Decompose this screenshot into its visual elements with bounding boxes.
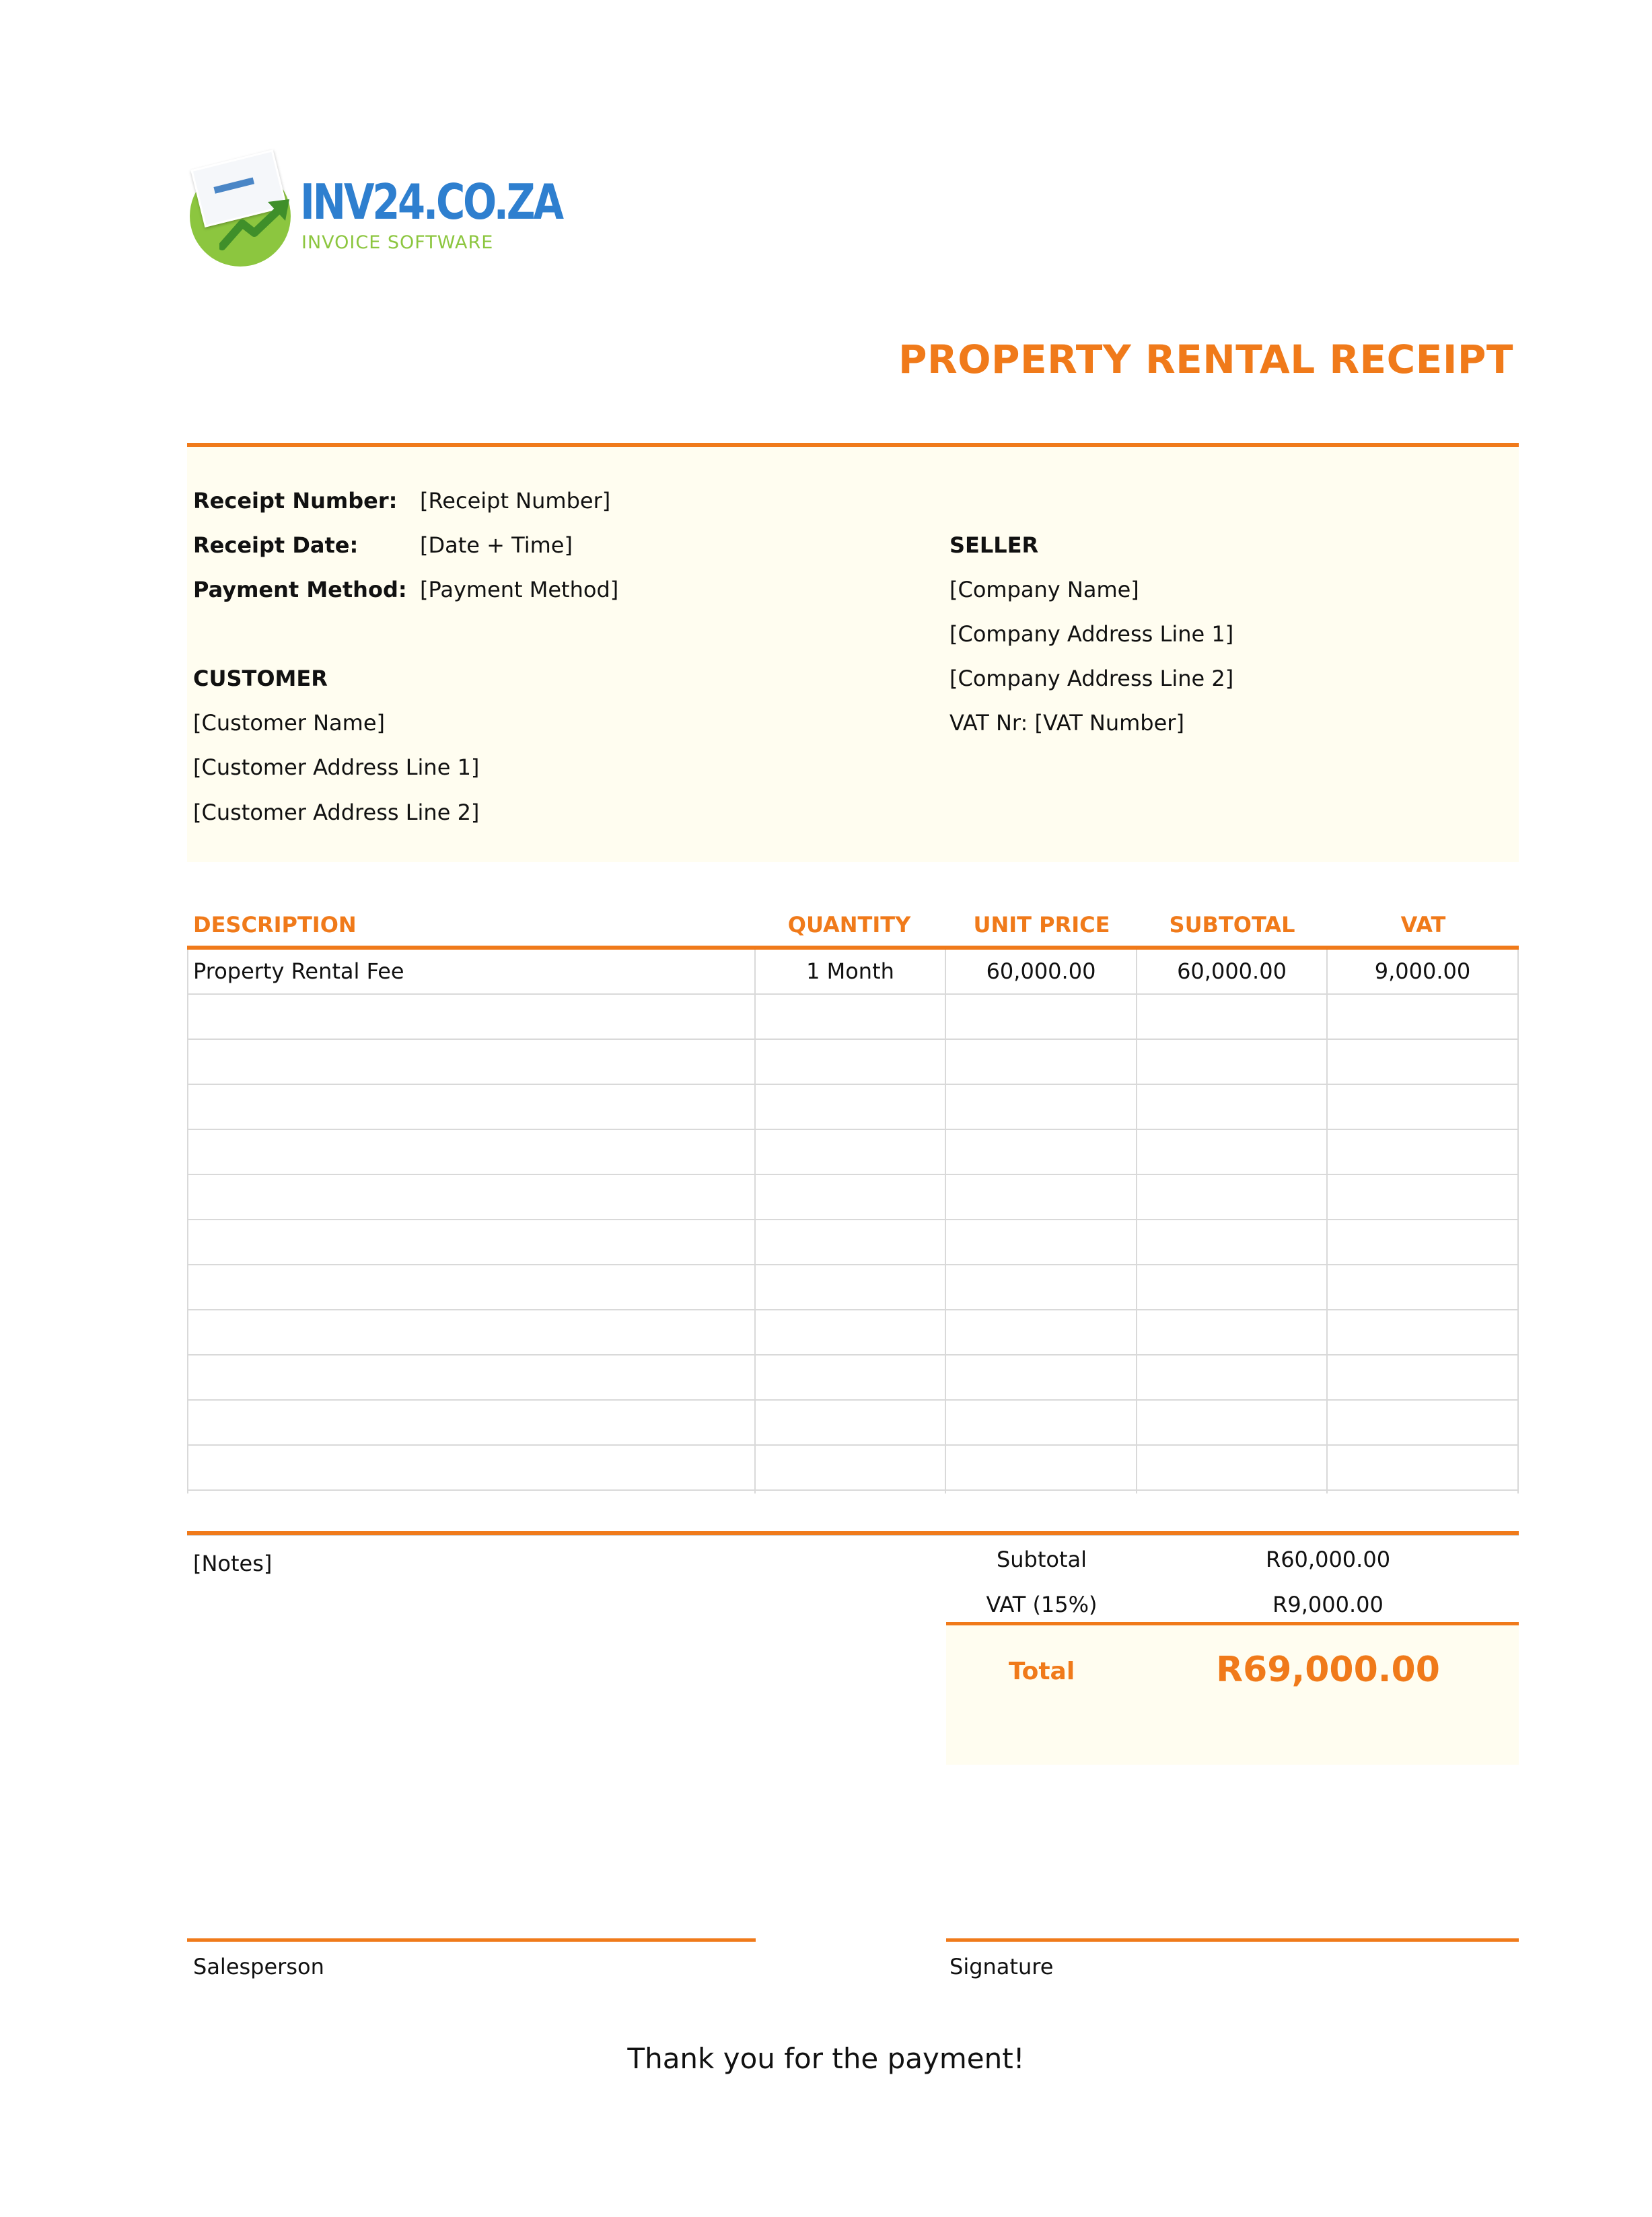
cell-unit-price	[946, 1491, 1136, 1536]
receipt-date-value: [Date + Time]	[420, 532, 573, 558]
cell-vat	[1328, 1085, 1517, 1130]
signature-line	[946, 1938, 1519, 1942]
table-row	[187, 1356, 1519, 1401]
total-panel	[946, 1622, 1519, 1765]
signature-label: Signature	[949, 1954, 1054, 1979]
cell-subtotal	[1137, 1310, 1326, 1356]
cell-vat: 9,000.00	[1374, 958, 1471, 984]
payment-method-label: Payment Method:	[193, 577, 407, 602]
document-title: PROPERTY RENTAL RECEIPT	[898, 337, 1513, 382]
receipt-number-value: [Receipt Number]	[420, 488, 611, 514]
seller-address-line-1: [Company Address Line 1]	[949, 621, 1234, 647]
cell-subtotal	[1137, 1040, 1326, 1085]
cell-vat	[1328, 1491, 1517, 1536]
cell-subtotal	[1137, 1175, 1326, 1220]
cell-subtotal: 60,000.00	[1177, 958, 1287, 984]
cell-vat	[1328, 1401, 1517, 1446]
seller-address-line-2: [Company Address Line 2]	[949, 666, 1234, 691]
salesperson-signature-line	[187, 1938, 756, 1942]
customer-heading: CUSTOMER	[193, 666, 328, 691]
table-bottom-divider	[187, 1531, 1519, 1535]
table-row	[187, 1085, 1519, 1130]
cell-unit-price	[946, 1265, 1136, 1310]
table-row	[187, 1175, 1519, 1220]
cell-vat	[1328, 1040, 1517, 1085]
cell-quantity	[756, 1265, 945, 1310]
logo-brand-name: INV24.CO.ZA	[300, 174, 562, 230]
cell-description	[193, 1220, 745, 1265]
cell-vat	[1328, 995, 1517, 1040]
cell-unit-price	[946, 995, 1136, 1040]
customer-address-line-2: [Customer Address Line 2]	[193, 800, 480, 825]
cell-vat	[1328, 1356, 1517, 1401]
cell-unit-price	[946, 1401, 1136, 1446]
table-row	[187, 1310, 1519, 1356]
table-row	[187, 1401, 1519, 1446]
customer-name: [Customer Name]	[193, 710, 385, 736]
column-header-unit-price: UNIT PRICE	[973, 912, 1110, 938]
cell-description: Property Rental Fee	[193, 958, 404, 984]
table-row	[187, 950, 1519, 995]
column-header-vat: VAT	[1400, 912, 1446, 938]
cell-description	[193, 1401, 745, 1446]
table-row	[187, 1220, 1519, 1265]
thank-you-message: Thank you for the payment!	[627, 2042, 1025, 2075]
cell-quantity	[756, 1085, 945, 1130]
cell-unit-price	[946, 1356, 1136, 1401]
cell-unit-price	[946, 1175, 1136, 1220]
cell-subtotal	[1137, 1356, 1326, 1401]
cell-subtotal	[1137, 1085, 1326, 1130]
cell-description	[193, 1491, 745, 1536]
cell-unit-price	[946, 1130, 1136, 1175]
cell-quantity	[756, 1356, 945, 1401]
cell-subtotal	[1137, 1130, 1326, 1175]
cell-subtotal	[1137, 1401, 1326, 1446]
cell-quantity	[756, 1310, 945, 1356]
cell-quantity	[756, 1220, 945, 1265]
cell-description	[193, 1265, 745, 1310]
cell-vat	[1328, 1130, 1517, 1175]
cell-quantity	[756, 1130, 945, 1175]
table-row	[187, 995, 1519, 1040]
column-header-quantity: QUANTITY	[787, 912, 911, 938]
cell-vat	[1328, 1310, 1517, 1356]
cell-vat	[1328, 1175, 1517, 1220]
cell-quantity	[756, 1446, 945, 1491]
cell-quantity	[756, 1040, 945, 1085]
cell-unit-price	[946, 1310, 1136, 1356]
cell-vat	[1328, 1220, 1517, 1265]
subtotal-value: R60,000.00	[1265, 1547, 1391, 1572]
cell-unit-price	[946, 1446, 1136, 1491]
receipt-date-label: Receipt Date:	[193, 532, 359, 558]
total-value: R69,000.00	[1216, 1650, 1440, 1690]
cell-description	[193, 1356, 745, 1401]
cell-vat	[1328, 1446, 1517, 1491]
receipt-number-label: Receipt Number:	[193, 488, 398, 514]
seller-vat-number: VAT Nr: [VAT Number]	[949, 710, 1184, 736]
cell-description	[193, 1130, 745, 1175]
vat-label: VAT (15%)	[986, 1592, 1098, 1617]
cell-unit-price: 60,000.00	[986, 958, 1096, 984]
salesperson-label: Salesperson	[193, 1954, 324, 1979]
logo-tagline: INVOICE SOFTWARE	[301, 232, 494, 253]
column-header-subtotal: SUBTOTAL	[1169, 912, 1295, 938]
seller-company-name: [Company Name]	[949, 577, 1139, 602]
company-logo	[190, 159, 562, 267]
cell-subtotal	[1137, 1265, 1326, 1310]
table-row	[187, 1446, 1519, 1491]
cell-subtotal	[1137, 1220, 1326, 1265]
seller-heading: SELLER	[949, 532, 1039, 558]
cell-vat	[1328, 1265, 1517, 1310]
cell-quantity	[756, 1175, 945, 1220]
cell-description	[193, 995, 745, 1040]
cell-subtotal	[1137, 1491, 1326, 1536]
cell-quantity: 1 Month	[806, 958, 894, 984]
logo-card-stripe	[213, 178, 254, 194]
cell-quantity	[756, 995, 945, 1040]
subtotal-label: Subtotal	[996, 1547, 1087, 1572]
cell-subtotal	[1137, 1446, 1326, 1491]
cell-description	[193, 1085, 745, 1130]
vat-value: R9,000.00	[1272, 1592, 1384, 1617]
table-row	[187, 1491, 1519, 1536]
cell-description	[193, 1040, 745, 1085]
cell-unit-price	[946, 1040, 1136, 1085]
customer-address-line-1: [Customer Address Line 1]	[193, 754, 480, 780]
cell-quantity	[756, 1401, 945, 1446]
table-row	[187, 1040, 1519, 1085]
cell-quantity	[756, 1491, 945, 1536]
trend-arrow-icon	[219, 197, 293, 250]
cell-subtotal	[1137, 995, 1326, 1040]
notes-text: [Notes]	[193, 1551, 273, 1576]
column-header-description: DESCRIPTION	[193, 912, 357, 938]
table-row	[187, 1265, 1519, 1310]
cell-description	[193, 1310, 745, 1356]
payment-method-value: [Payment Method]	[420, 577, 619, 602]
cell-unit-price	[946, 1085, 1136, 1130]
total-label: Total	[1008, 1658, 1075, 1685]
cell-description	[193, 1446, 745, 1491]
cell-description	[193, 1175, 745, 1220]
cell-unit-price	[946, 1220, 1136, 1265]
table-row	[187, 1130, 1519, 1175]
